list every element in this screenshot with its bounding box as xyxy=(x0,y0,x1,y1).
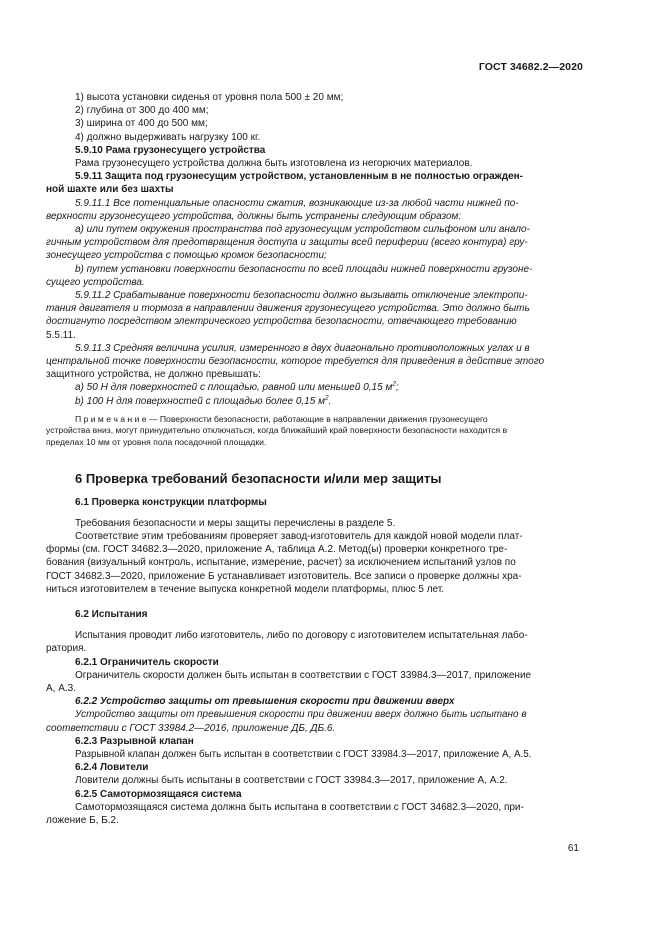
text-line: Устройство защиты от превышения скорости при движении вверх должно быть испытано в xyxy=(75,709,527,721)
list-item: 4) должно выдерживать нагрузку 100 кг. xyxy=(75,131,261,143)
clause-5-9-11-2 xyxy=(46,289,583,342)
list-item xyxy=(75,381,583,394)
note-line: устройства вниз, могут принудительно отключаться, когда ближайший край поверхности безопасности находится в xyxy=(46,425,508,436)
list-item xyxy=(75,395,583,408)
text-line: соответствии с ГОСТ 33984.2—2016, приложение ДБ, ДБ.6. xyxy=(46,722,336,734)
text-line: центральной точке поверхности безопасности, которое требуется для приведения в действие этого xyxy=(46,356,545,368)
text-line: верхности грузонесущего устройства, должны быть устранены следующим образом: xyxy=(46,210,462,222)
text-line: 5.5.11. xyxy=(46,329,76,341)
text-line: ГОСТ 34682.3—2020, приложение Б устанавливает изготовитель. Все записи о проверке должны хра- xyxy=(46,570,522,582)
section-heading-5-9-10: 5.9.10 Рама грузонесущего устройства xyxy=(75,144,266,156)
text-line: бования (визуальный контроль, испытание, измерение, расчет) за исключением испытаний узлов по xyxy=(46,557,516,569)
superscript: 2 xyxy=(324,394,329,402)
section-heading-5-9-11-cont: ной шахте или без шахты xyxy=(46,184,174,196)
text-line: 5.9.11.3 Средняя величина усилия, измеренного в двух диагонально противоположных углах и в xyxy=(75,342,530,354)
text-line: a) или путем окружения пространства под грузонесущим устройством сильфоном или анало- xyxy=(75,224,530,236)
text-line: 5.9.11.1 Все потенциальные опасности сжатия, возникающие из-за любой части нижней по- xyxy=(75,197,519,209)
section-heading-6-2: 6.2 Испытания xyxy=(75,609,148,620)
text-line: ложение Б, Б.2. xyxy=(46,815,119,827)
section-heading-6-1: 6.1 Проверка конструкции платформы xyxy=(75,496,267,508)
text-line: гичным устройством для предотвращения доступа и защиты всей периферии (всего контура) гру- xyxy=(46,237,528,249)
note-text: — Поверхности безопасности, работающие в направлении движения грузонесущего xyxy=(146,413,488,424)
section-heading-6-2-3: 6.2.3 Разрывной клапан xyxy=(75,735,194,747)
spacer xyxy=(75,621,583,629)
text-line: зонесущего устройства с помощью кромок безопасности; xyxy=(46,250,327,262)
note-label: П р и м е ч а н и е xyxy=(75,413,147,424)
punct: . xyxy=(328,395,332,407)
section-heading-6-2-2: 6.2.2 Устройство защиты от превышения скорости при движении вверх xyxy=(75,696,455,708)
text-line: Испытания проводит либо изготовитель, либо по договору с изготовителем испытательная лабо- xyxy=(75,630,528,642)
paragraph: Требования безопасности и меры защиты перечислены в разделе 5. xyxy=(75,517,396,529)
section-heading-6-2-5: 6.2.5 Самотормозящаяся система xyxy=(75,788,242,800)
section-heading-5-9-11: 5.9.11 Защита под грузонесущим устройством, установленным в не полностью огражден- xyxy=(75,171,524,183)
list-item-text: b) 100 Н для поверхностей с площадью более 0,15 м xyxy=(75,395,325,407)
section-heading-6-2-1: 6.2.1 Ограничитель скорости xyxy=(75,656,219,668)
spacer xyxy=(75,596,583,608)
page-content xyxy=(46,91,583,827)
superscript: 2 xyxy=(392,381,396,389)
section-heading-6-2-4: 6.2.4 Ловители xyxy=(75,762,149,774)
note-line: пределах 10 мм от уровня пола посадочной площадки. xyxy=(46,436,267,447)
paragraph: Ловители должны быть испытаны в соответствии с ГОСТ 33984.3—2017, приложение А, А.2. xyxy=(75,775,508,787)
paragraph: Разрывной клапан должен быть испытан в соответствии с ГОСТ 33984.3—2017, приложение А, А.5. xyxy=(75,749,532,761)
list-item: 1) высота установки сиденья от уровня пола 500 ± 20 мм; xyxy=(75,92,344,103)
text-line: ниться изготовителем в течение выпуска конкретной модели платформы, плюс 5 лет. xyxy=(46,583,445,595)
text-line: b) путем установки поверхности безопасности по всей площади нижней поверхности грузоне- xyxy=(75,263,533,275)
text-line: А, А.3. xyxy=(46,683,77,695)
note-block xyxy=(46,413,583,449)
list-item-text: a) 50 Н для поверхностей с площадью, равной или меньшей 0,15 м xyxy=(75,382,393,394)
page-number: 61 xyxy=(567,843,579,854)
text-line: сущего устройства. xyxy=(46,276,145,288)
clause-5-9-11-3 xyxy=(46,342,583,408)
requirements-list xyxy=(75,91,583,144)
spacer xyxy=(75,509,583,517)
document-header: ГОСТ 34682.2—2020 xyxy=(478,61,583,73)
text-line: формы (см. ГОСТ 34682.3—2020, приложение А, таблица А.2. Метод(ы) проверки конкретного тре- xyxy=(46,544,508,556)
text-line: Ограничитель скорости должен быть испытан в соответствии с ГОСТ 33984.3—2017, приложение xyxy=(75,669,532,681)
note-line xyxy=(75,414,583,426)
section-title-6: 6 Проверка требований безопасности и/или мер защиты xyxy=(75,471,442,487)
punct: ; xyxy=(395,382,399,394)
list-item: 2) глубина от 300 до 400 мм; xyxy=(75,105,209,117)
text-line: 5.9.11.2 Срабатывание поверхности безопасности должно вызывать отключение электропи- xyxy=(75,290,528,302)
clause-5-9-11-1 xyxy=(46,197,583,289)
text-line: Самотормозящаяся система должна быть испытана в соответствии с ГОСТ 34682.3—2020, при- xyxy=(75,801,524,813)
paragraph: Рама грузонесущего устройства должна быть изготовлена из негорючих материалов. xyxy=(75,158,473,170)
text-line: ратория. xyxy=(46,643,87,655)
text-line: защитного устройства, не должно превышать: xyxy=(46,369,261,381)
list-item: 3) ширина от 400 до 500 мм; xyxy=(75,118,208,130)
text-line: достигнуто посредством электрического устройства безопасности, отвечающего требованию xyxy=(46,316,517,328)
text-line: тания двигателя и тормоза в направлении движения грузонесущего устройства. Это должно быть xyxy=(46,303,530,315)
text-line: Соответствие этим требованиям проверяет завод-изготовитель для каждой новой модели плат- xyxy=(75,530,523,542)
